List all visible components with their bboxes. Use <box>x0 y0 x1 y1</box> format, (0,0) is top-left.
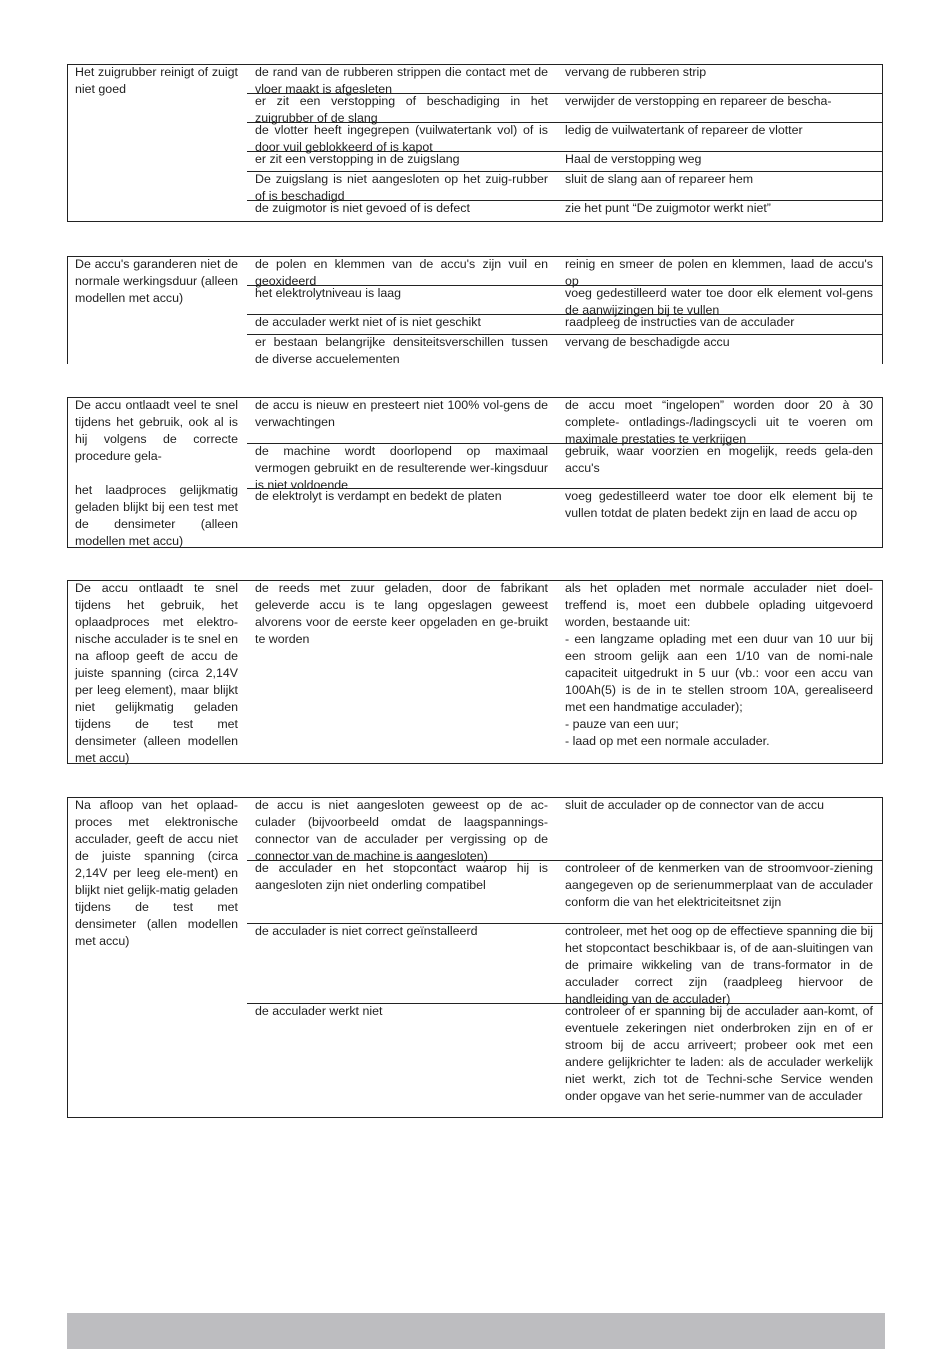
solution-cell: zie het punt “De zuigmotor werkt niet” <box>565 201 771 215</box>
solution-cell: ledig de vuilwatertank of repareer de vlotter <box>565 123 803 137</box>
cause-cell: er bestaan belangrijke densiteitsverschillen tussen de diverse accuelementen <box>255 335 548 366</box>
cause-cell: de acculader is niet correct geïnstalleerd <box>255 924 478 938</box>
cause-cell: het elektrolytniveau is laag <box>255 286 402 300</box>
cause-cell: De zuigslang is niet aangesloten op het zuig-rubber of is beschadigd <box>255 172 548 203</box>
cause-cell: er zit een verstopping in de zuigslang <box>255 152 460 166</box>
cause-cell: de accu is niet aangesloten geweest op de ac-culader (bijvoorbeeld omdat de laagspannings-connector van de acculader per vergissing op de connector van de machine is aangesloten) <box>255 798 548 863</box>
cause-cell: de polen en klemmen van de accu's zijn vuil en geoxideerd <box>255 257 548 288</box>
solution-cell: verwijder de verstopping en repareer de bescha- <box>565 94 832 108</box>
solution-cell: controleer, met het oog op de effectieve spanning die bij het stopcontact beschikbaar is, of de aan-sluitingen van de primaire wikkeling van de trans-formator in de acculader correct zijn (raadpleeg hiervoor de handleiding van de acculader) <box>565 924 873 1006</box>
solution-cell: de accu moet “ingelopen” worden door 20 à 30 complete- ontladings-/ladingscycli uit te voeren om maximale prestaties te verkrijgen <box>565 398 873 446</box>
problem-cell: Na afloop van het oplaad-proces met elektronische acculader, geeft de accu niet de juiste spanning (circa 2,14V per leeg ele-ment) en blijkt niet gelijk-matig geladen tijdens de test met densimeter (allen modellen met accu) <box>75 798 238 948</box>
cause-cell: de acculader en het stopcontact waarop hij is aangesloten zijn niet onderling compatibel <box>255 861 548 892</box>
cause-cell: de machine wordt doorlopend op maximaal vermogen gebruikt en de resulterende wer-kingsduur is niet voldoende <box>255 444 548 492</box>
cause-cell: de rand van de rubberen strippen die contact met de vloer maakt is afgesleten <box>255 65 548 96</box>
solution-cell: gebruik, waar voorzien en mogelijk, reeds gela-den accu's <box>565 444 873 475</box>
problem-cell: De accu's garanderen niet de normale werkingsduur (alleen modellen met accu) <box>75 257 238 305</box>
solution-cell: vervang de rubberen strip <box>565 65 707 79</box>
solution-cell: voeg gedestilleerd water toe door elk element bij te vullen totdat de platen bedekt zijn en laad de accu op <box>565 489 873 520</box>
solution-cell: reinig en smeer de polen en klemmen, laad de accu's op <box>565 257 873 288</box>
cause-cell: er zit een verstopping of beschadiging in het zuigrubber of de slang <box>255 94 548 125</box>
cause-cell: de vlotter heeft ingegrepen (vuilwatertank vol) of is door vuil geblokkeerd of is kapot <box>255 123 548 154</box>
solution-cell: controleer of de kenmerken van de stroomvoor-ziening aangegeven op de serienummerplaat van de acculader conform die van het elektriciteitsnet zijn <box>565 861 873 909</box>
cause-cell: de elektrolyt is verdampt en bedekt de platen <box>255 489 502 503</box>
problem-cell: Het zuigrubber reinigt of zuigt niet goed <box>75 65 238 96</box>
solution-cell: sluit de slang aan of repareer hem <box>565 172 754 186</box>
problem-cell: De accu ontlaadt veel te snel tijdens het gebruik, ook al is hij volgens de correcte procedure gela- het laadproces gelijkmatig geladen blijkt bij een test met de densimeter (alleen modellen met accu) <box>75 398 238 548</box>
cause-cell: de reeds met zuur geladen, door de fabrikant geleverde accu is te lang opgeslagen geweest alvorens voor de eerste keer opgeladen en ge-bruikt te worden <box>255 581 548 646</box>
solution-cell: Haal de verstopping weg <box>565 152 702 166</box>
solution-cell: sluit de acculader op de connector van de accu <box>565 798 824 812</box>
solution-cell: als het opladen met normale acculader niet doel-treffend is, moet een dubbele oplading uitgevoerd worden, bestaande uit: - een langzame oplading met een duur van 10 uur bij een stroom gelijk aan een 1/10 van de nomi-nale capaciteit uitgedrukt in 5 uur (vb.: voor een accu van 100Ah(5) is de in te stellen stroom 10A, gerealiseerd met een handmatige acculader); - pauze van een uur; - laad op met een normale acculader. <box>565 581 873 748</box>
solution-cell: raadpleeg de instructies van de acculader <box>565 315 795 329</box>
solution-cell: voeg gedestilleerd water toe door elk element vol-gens de aanwijzingen bij te vullen <box>565 286 873 317</box>
cause-cell: de acculader werkt niet <box>255 1004 383 1018</box>
cause-cell: de zuigmotor is niet gevoed of is defect <box>255 201 470 215</box>
footer-bar <box>67 1313 885 1349</box>
cause-cell: de acculader werkt niet of is niet geschikt <box>255 315 481 329</box>
problem-cell: De accu ontlaadt te snel tijdens het gebruik, het oplaadproces met elektro-nische acculader is te snel en na afloop geeft de accu de juiste spanning (circa 2,14V per leeg element), maar blijkt niet gelijkmatig geladen tijdens de test met densimeter (alleen modellen met accu) <box>75 581 238 765</box>
cause-cell: de accu is nieuw en presteert niet 100% vol-gens de verwachtingen <box>255 398 548 429</box>
solution-cell: vervang de beschadigde accu <box>565 335 730 349</box>
solution-cell: controleer of er spanning bij de acculader aan-komt, of eventuele zekeringen niet onderbroken zijn en of er stroom bij de accu arriveert; probeer ook met een andere gelijkrichter te laden: als de acculader werkelijk niet werkt, zich tot de Techni-sche Service wenden onder opgave van het serie-nummer van de acculader <box>565 1004 873 1103</box>
